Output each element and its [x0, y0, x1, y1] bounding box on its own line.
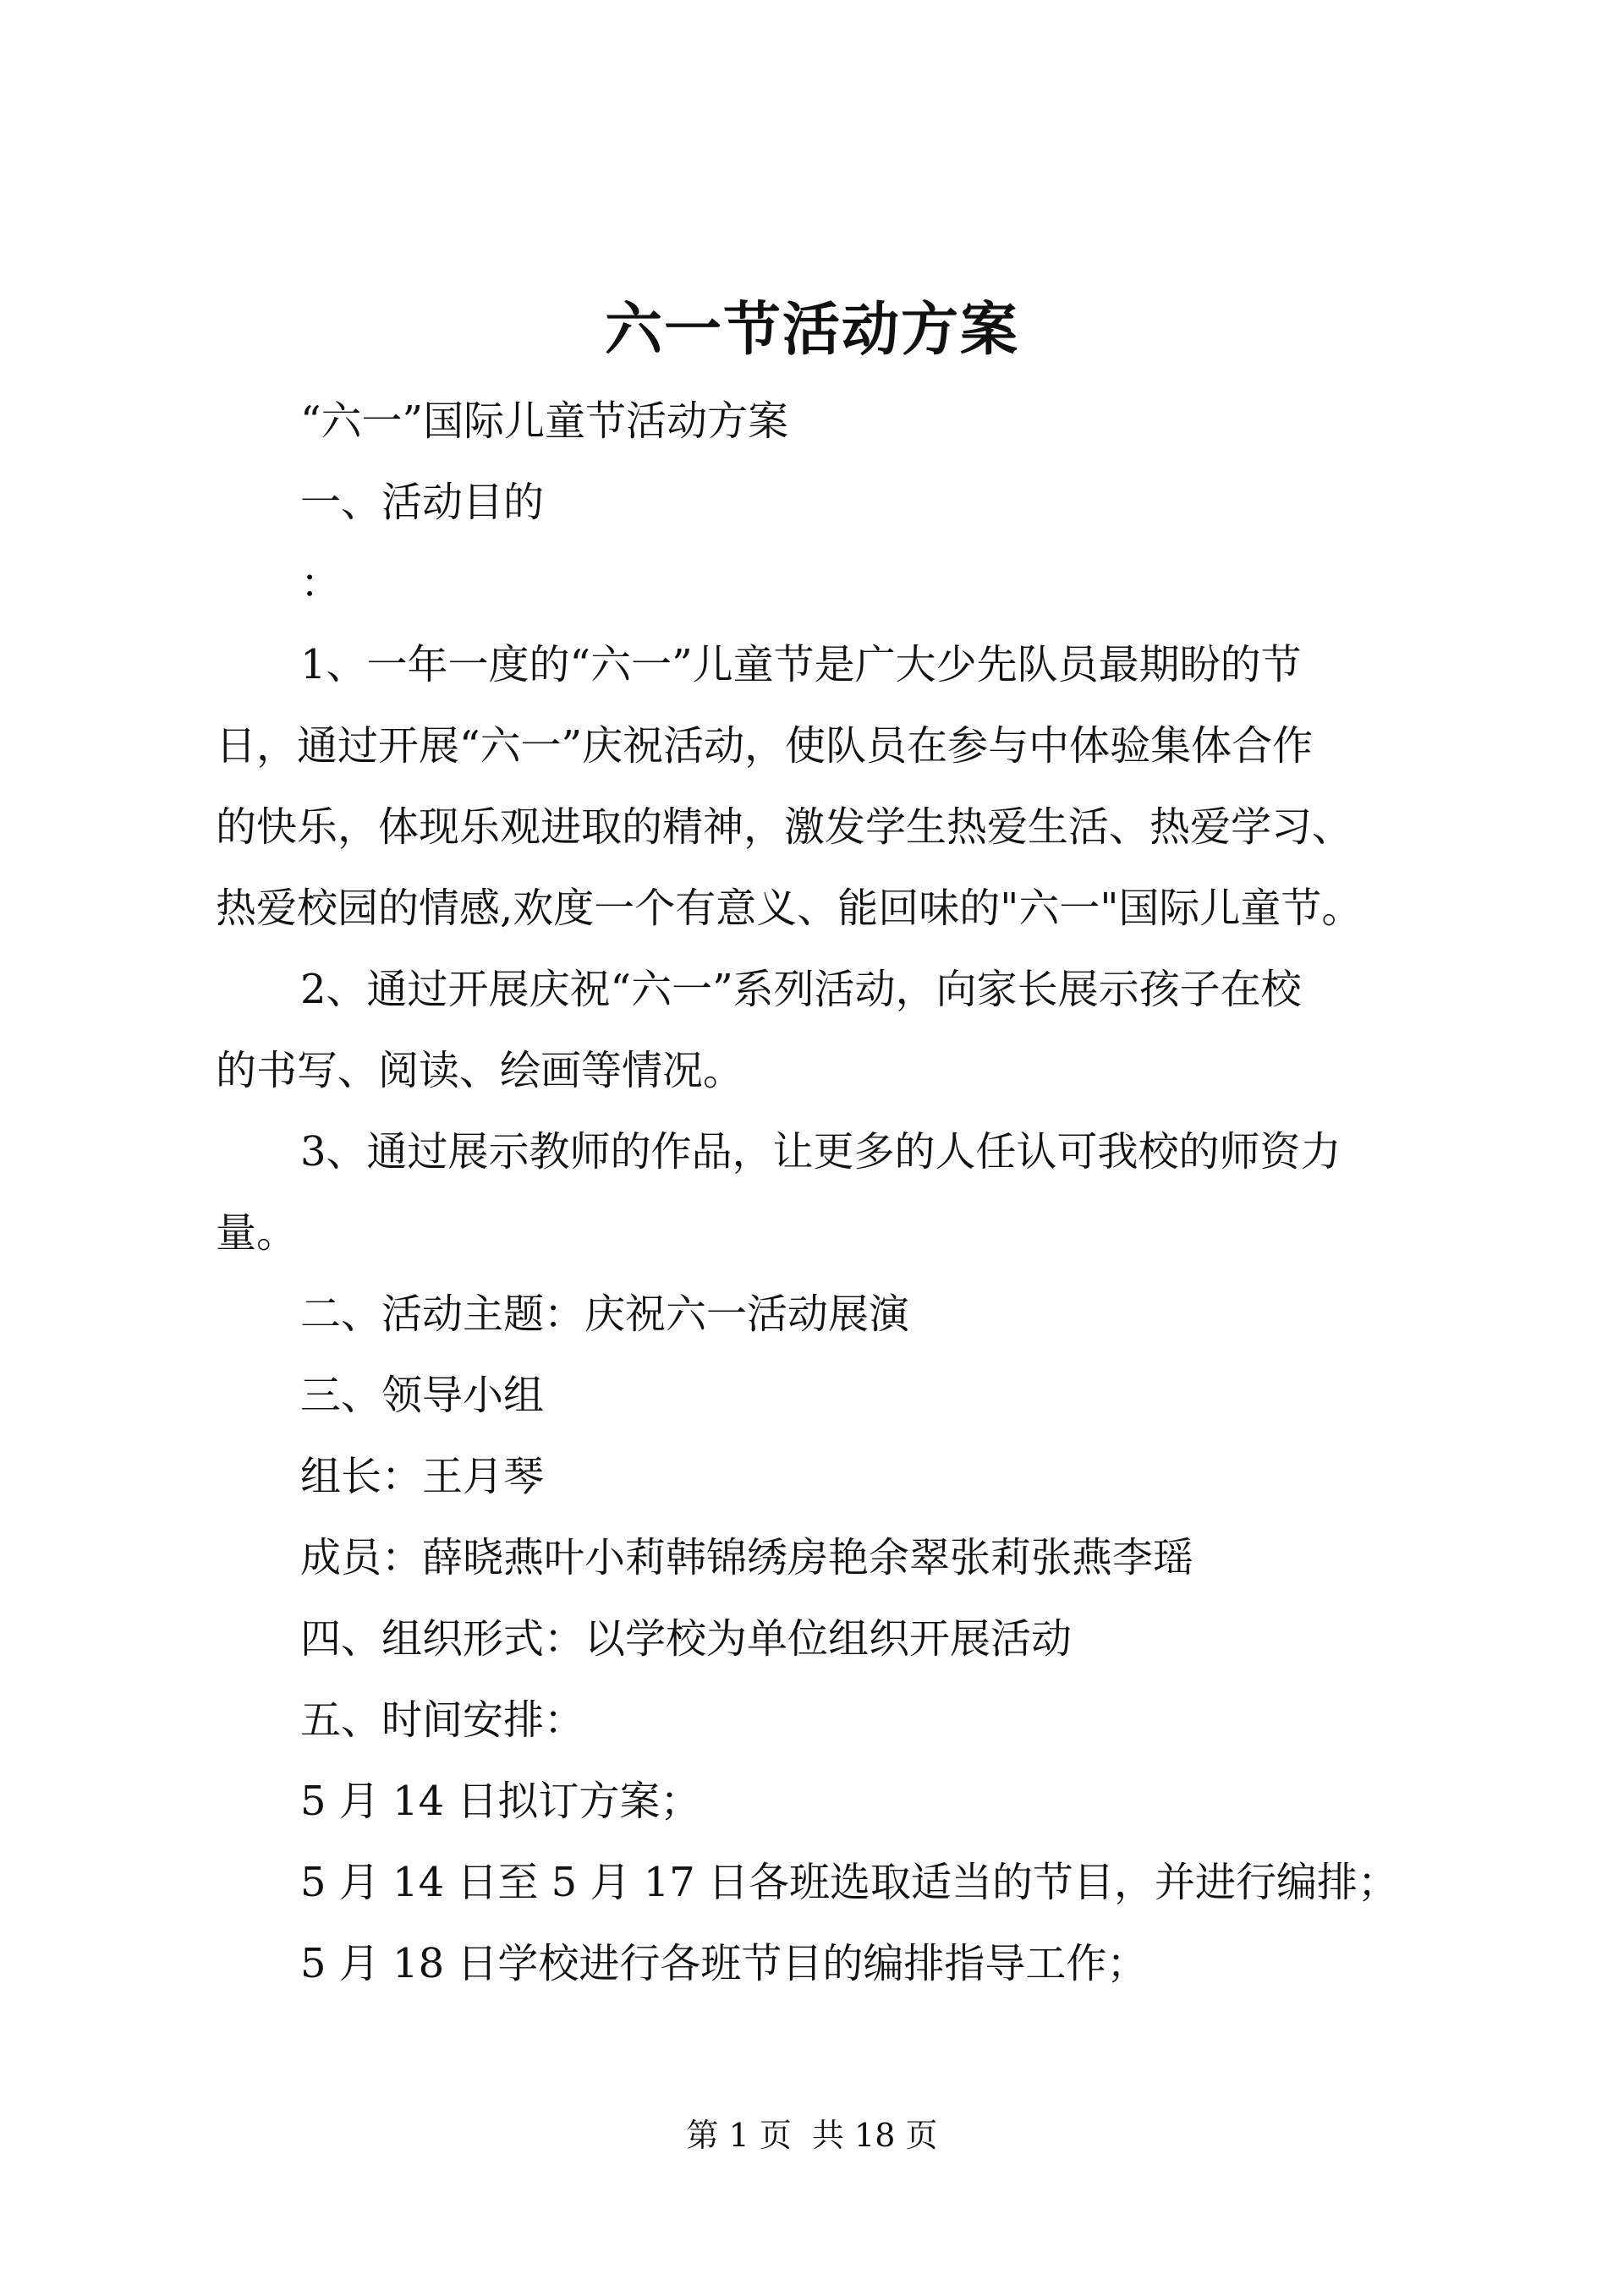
section-heading: 二、活动主题：庆祝六一活动展演 [300, 1290, 910, 1338]
section-heading: 四、组织形式：以学校为单位组织开展活动 [300, 1615, 1073, 1663]
paragraph-line: 1、一年一度的“六一”儿童节是广大少先队员最期盼的节 [300, 641, 1302, 688]
paragraph-line: ： [300, 560, 342, 607]
paragraph-line: 热爱校园的情感,欢度一个有意义、能回味的"六一"国际儿童节。 [216, 885, 1363, 932]
paragraph-line: 成员：薛晓燕叶小莉韩锦绣房艳余翠张莉张燕李瑶 [300, 1534, 1194, 1581]
subtitle-line: “六一”国际儿童节活动方案 [300, 397, 789, 445]
schedule-item: 5 月 18 日学校进行各班节目的编排指导工作； [300, 1940, 1148, 1987]
section-heading: 三、领导小组 [300, 1372, 545, 1419]
document-title: 六一节活动方案 [604, 296, 1019, 364]
section-heading: 五、时间安排： [300, 1696, 585, 1744]
page-footer [0, 2114, 1624, 2156]
page-number: 第 1 页 共 18 页 [686, 2117, 938, 2154]
paragraph-line: 日，通过开展“六一”庆祝活动，使队员在参与中体验集体合作 [216, 722, 1314, 770]
paragraph-line: 的书写、阅读、绘画等情况。 [216, 1047, 744, 1094]
paragraph-line: 2、通过开展庆祝“六一”系列活动，向家长展示孩子在校 [300, 966, 1302, 1013]
section-heading: 一、活动目的 [300, 479, 545, 526]
paragraph-line: 组长：王月琴 [300, 1453, 545, 1500]
schedule-item: 5 月 14 日至 5 月 17 日各班选取适当的节目，并进行编排； [300, 1859, 1399, 1906]
paragraph-line: 的快乐，体现乐观进取的精神，激发学生热爱生活、热爱学习、 [216, 803, 1353, 851]
document-body [216, 381, 1417, 2004]
paragraph-line: 3、通过展示教师的作品，让更多的人任认可我校的师资力 [300, 1128, 1341, 1175]
schedule-item: 5 月 14 日拟订方案； [300, 1778, 701, 1825]
paragraph-line: 量。 [216, 1209, 298, 1257]
